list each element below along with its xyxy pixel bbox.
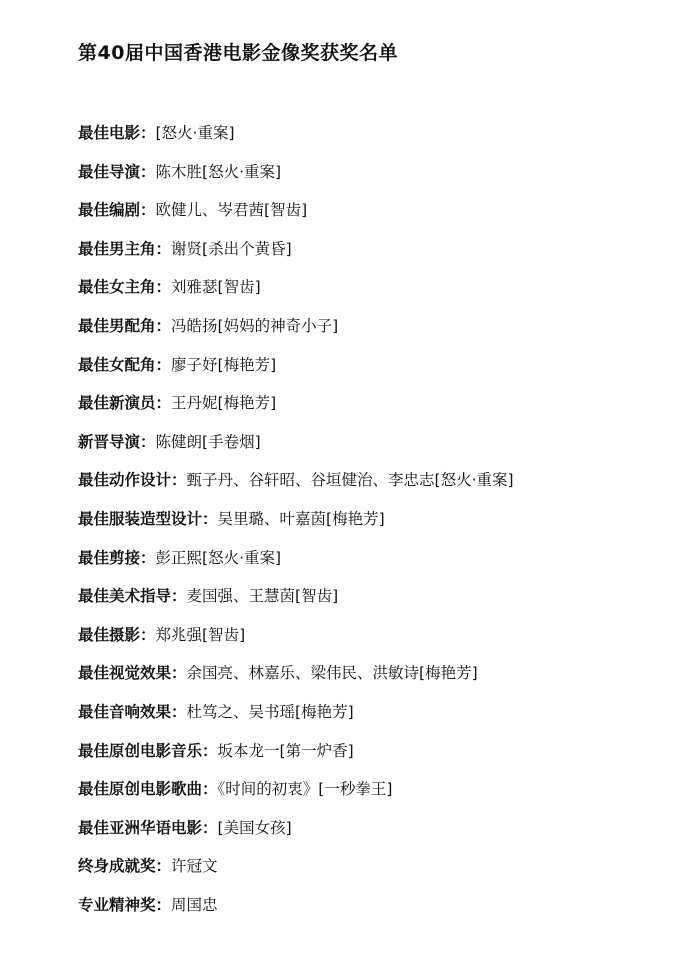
document-title: 第40届中国香港电影金像奖获奖名单 — [78, 42, 398, 64]
award-winner: 陈健朗[手卷烟] — [155, 432, 261, 451]
award-row — [78, 699, 678, 738]
award-category: 最佳美术指导： — [78, 587, 187, 606]
award-row — [78, 274, 678, 313]
award-list — [78, 120, 678, 930]
award-winner: 周国忠 — [171, 895, 218, 914]
award-winner: 陈木胜[怒火·重案] — [155, 162, 282, 181]
award-row — [78, 197, 678, 236]
award-row — [78, 506, 678, 545]
award-winner: 彭正熙[怒火·重案] — [155, 548, 282, 567]
award-row — [78, 390, 678, 429]
award-winner: 甄子丹、谷轩昭、谷垣健治、李忠志[怒火·重案] — [186, 471, 514, 490]
award-category: 最佳男配角： — [78, 316, 172, 335]
award-row — [78, 815, 678, 854]
award-category: 最佳女主角： — [78, 278, 172, 297]
award-category: 最佳新演员： — [78, 394, 172, 413]
award-row — [78, 660, 678, 699]
award-category: 最佳亚洲华语电影： — [78, 818, 218, 837]
award-row — [78, 776, 678, 815]
award-row — [78, 313, 678, 352]
award-category: 新晋导演： — [78, 432, 156, 451]
award-winner: 欧健儿、岑君茜[智齿] — [155, 201, 308, 220]
award-row — [78, 892, 678, 931]
award-row — [78, 429, 678, 468]
award-row — [78, 545, 678, 584]
award-category: 最佳剪接： — [78, 548, 156, 567]
award-winner: [怒火·重案] — [155, 124, 235, 142]
award-row — [78, 583, 678, 622]
award-row — [78, 853, 678, 892]
award-winner: 杜笃之、吴书瑶[梅艳芳] — [186, 702, 354, 721]
award-row — [78, 236, 678, 275]
award-winner: 廖子妤[梅艳芳] — [171, 355, 277, 374]
award-category: 最佳原创电影歌曲： — [78, 780, 218, 799]
award-category: 最佳动作设计： — [78, 471, 187, 490]
award-category: 最佳男主角： — [78, 239, 172, 258]
award-winner: 冯皓扬[妈妈的神奇小子] — [171, 316, 339, 335]
award-row — [78, 159, 678, 198]
award-category: 专业精神奖： — [78, 895, 172, 914]
award-row — [78, 120, 678, 159]
award-winner: 郑兆强[智齿] — [155, 625, 246, 644]
award-row — [78, 467, 678, 506]
award-category: 最佳电影： — [78, 124, 156, 142]
award-row — [78, 738, 678, 777]
award-winner: [美国女孩] — [217, 818, 292, 837]
award-category: 终身成就奖： — [78, 857, 172, 876]
award-winner: 谢贤[杀出个黄昏] — [171, 239, 292, 258]
award-category: 最佳音响效果： — [78, 702, 187, 721]
award-winner: 《时间的初衷》[一秒拳王] — [217, 780, 393, 799]
award-winner: 刘雅瑟[智齿] — [171, 278, 261, 297]
award-winner: 坂本龙一[第一炉香] — [217, 741, 354, 760]
award-winner: 余国亮、林嘉乐、梁伟民、洪敏诗[梅艳芳] — [186, 664, 478, 683]
award-winner: 许冠文 — [171, 857, 218, 876]
award-category: 最佳服装造型设计： — [78, 509, 218, 528]
award-winner: 麦国强、王慧茵[智齿] — [186, 587, 339, 606]
award-row — [78, 622, 678, 661]
award-category: 最佳女配角： — [78, 355, 172, 374]
award-winner: 王丹妮[梅艳芳] — [171, 394, 277, 413]
award-category: 最佳视觉效果： — [78, 664, 187, 683]
award-row — [78, 352, 678, 391]
award-category: 最佳编剧： — [78, 201, 156, 220]
award-category: 最佳导演： — [78, 162, 156, 181]
award-winner: 吴里璐、叶嘉茵[梅艳芳] — [217, 509, 385, 528]
award-category: 最佳原创电影音乐： — [78, 741, 218, 760]
award-category: 最佳摄影： — [78, 625, 156, 644]
